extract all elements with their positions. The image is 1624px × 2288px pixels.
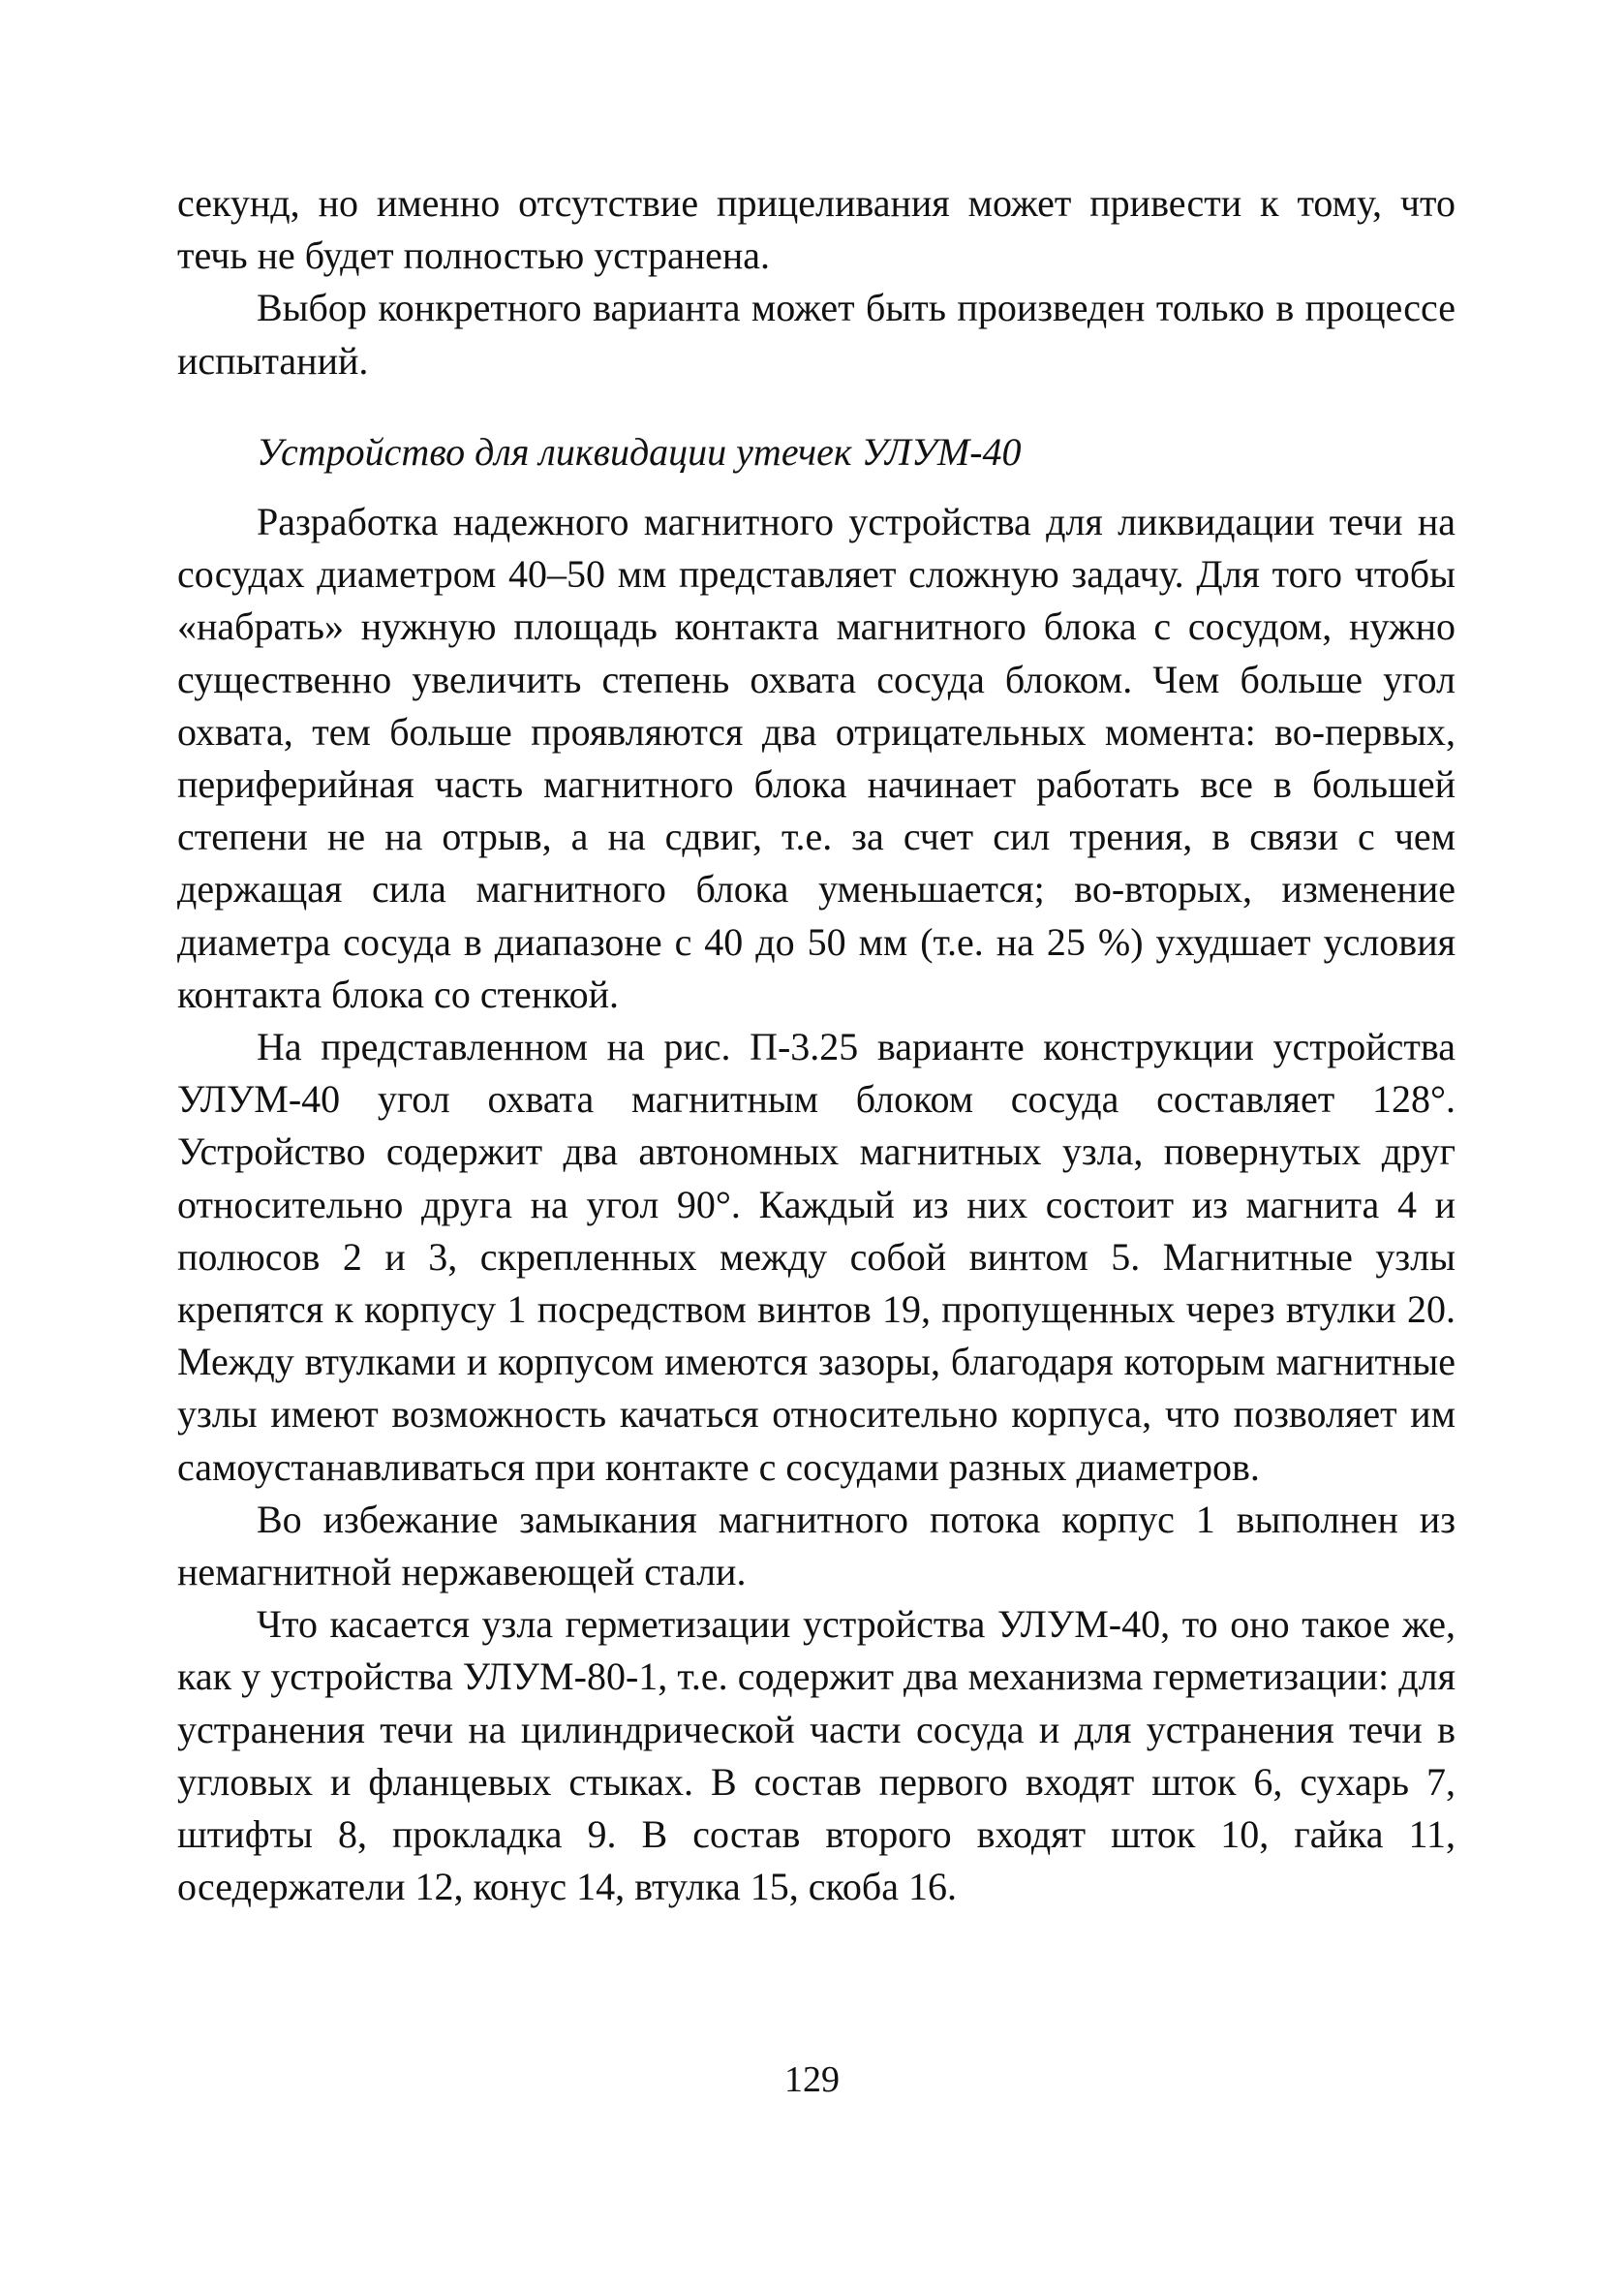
page-text <box>177 177 1455 1914</box>
paragraph-development: Разработка надежного магнитного устройства для ликвидации течи на сосудах диаметром 40–50 мм представляет сложную задачу. Для того чтобы «набрать» нужную площадь контакта магнитного блока с сосудом, нужно существенно увеличить степень охвата сосуда блоком. Чем больше угол охвата, тем больше проявляются два отрицательных момента: во-первых, периферийная часть магнитного блока начинает работать все в большей степени не на отрыв, а на сдвиг, т.е. за счет сил трения, в связи с чем держащая сила магнитного блока уменьшается; во-вторых, изменение диаметра сосуда в диапазоне с 40 до 50 мм (т.е. на 25 %) ухудшает условия контакта блока со стенкой. <box>177 500 1455 1016</box>
paragraph-sealing: Что касается узла герметизации устройства УЛУМ-40, то оно такое же, как у устройства УЛУМ-80-1, т.е. содержит два механизма герметизации: для устранения течи на цилиндрической части сосуда и для устранения течи в угловых и фланцевых стыках. В состав первого входят шток 6, сухарь 7, штифты 8, прокладка 9. В состав второго входят шток 10, гайка 11, оседержатели 12, конус 14, втулка 15, скоба 16. <box>177 1602 1455 1909</box>
paragraph-material: Во избежание замыкания магнитного потока корпус 1 выполнен из немагнитной нержавеющей стали. <box>177 1497 1455 1594</box>
paragraph-continuation: секунд, но именно отсутствие прицеливания может привести к тому, что течь не будет полностью устранена. <box>177 181 1455 278</box>
page-number: 129 <box>784 2059 840 2100</box>
paragraph-design: На представленном на рис. П-3.25 варианте конструкции устройства УЛУМ-40 угол охвата магнитным блоком сосуда составляет 128°. Устройство содержит два автономных магнитных узла, повернутых друг относительно друга на угол 90°. Каждый из них состоит из магнита 4 и полюсов 2 и 3, скрепленных между собой винтом 5. Магнитные узлы крепятся к корпусу 1 посредством винтов 19, пропущенных через втулки 20. Между втулками и корпусом имеются зазоры, благодаря которым магнитные узлы имеют возможность качаться относительно корпуса, что позволяет им самоустанавливаться при контакте с сосудами разных диаметров. <box>177 1025 1455 1489</box>
paragraph-test-choice: Выбор конкретного варианта может быть произведен только в процессе испытаний. <box>177 286 1455 383</box>
section-heading: Устройство для ликвидации утечек УЛУМ-40 <box>257 429 1022 474</box>
